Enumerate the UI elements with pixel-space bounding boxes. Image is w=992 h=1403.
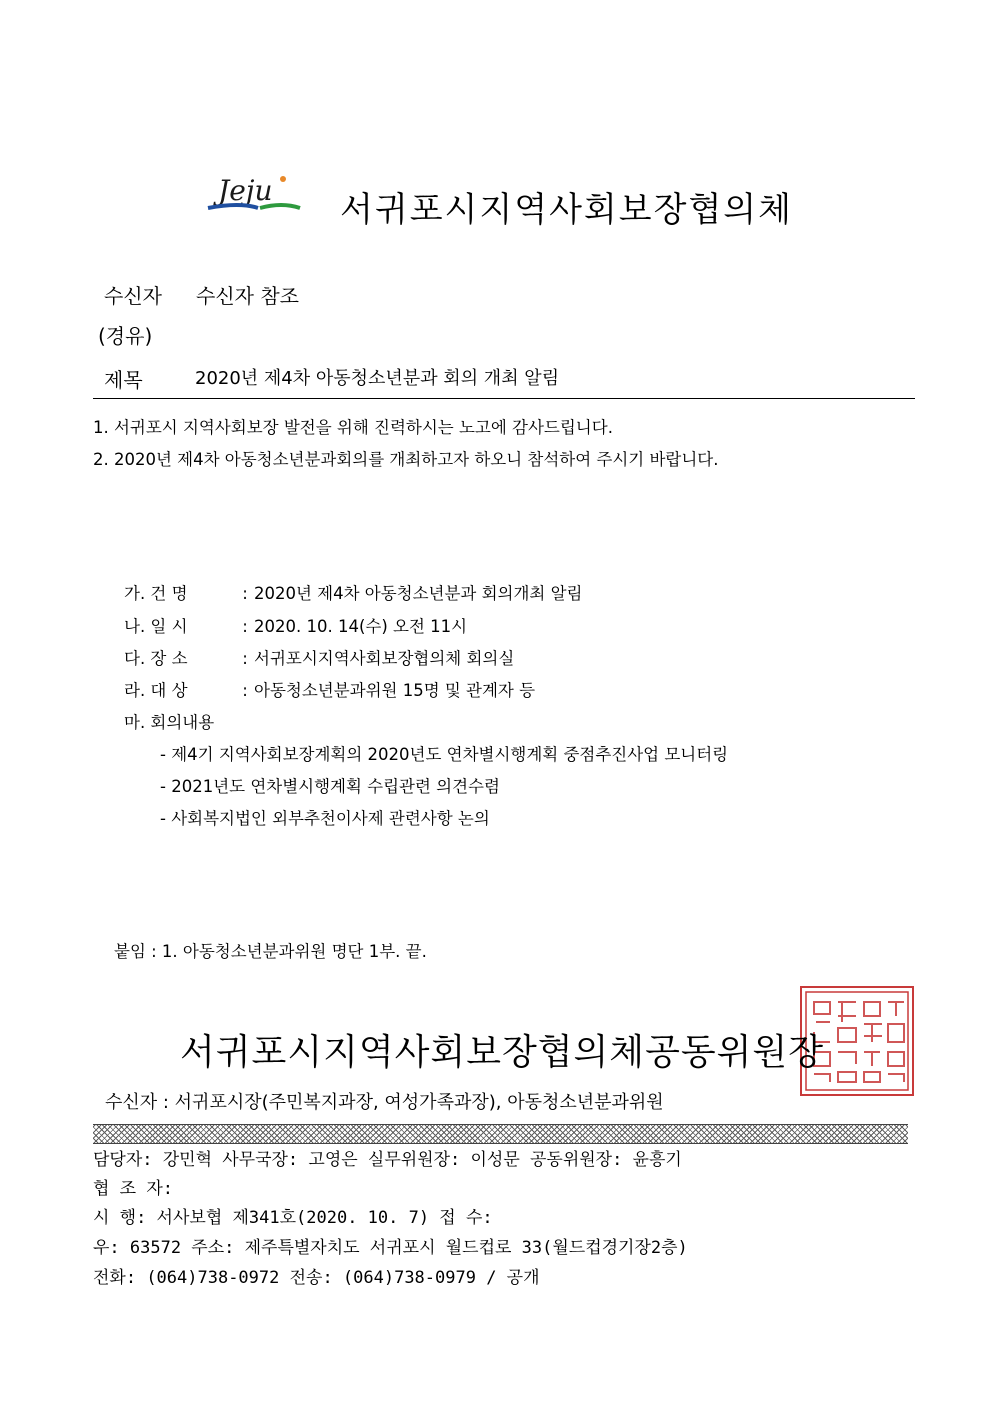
distribution-list: 수신자 : 서귀포시장(주민복지과장, 여성가족과장), 아동청소년분과위원 [105,1092,664,1113]
detail-value: 아동청소년분과위원 15명 및 관계자 등 [254,681,536,700]
agenda-label: 마. 회의내용 [124,713,215,732]
org-title: 서귀포시지역사회보장협의체 [340,190,793,230]
subject-label: 제목 [104,368,143,392]
recipient-label: 수신자 [104,284,162,308]
jeju-logo-text: Jeju [218,174,273,207]
agenda-item: - 2021년도 연차별시행계획 수립관련 의견수렴 [160,777,500,796]
detail-label: 라. 대 상 [124,681,188,700]
detail-item-title: 가. 건 명 : 2020년 제4차 아동청소년분과 회의개최 알림 [124,580,583,604]
detail-label: 다. 장 소 [124,649,188,668]
detail-label: 나. 일 시 [124,617,188,636]
subject-divider [93,398,915,399]
jeju-logo [200,170,310,220]
detail-value: 2020. 10. 14(수) 오전 11시 [254,617,468,636]
address-line: 우: 63572 주소: 제주특별자치도 서귀포시 월드컵로 33(월드컵경기장2층) [93,1238,688,1258]
cooperator-line: 협 조 자: [93,1179,173,1199]
agenda-item: - 사회복지법인 외부추천이사제 관련사항 논의 [160,809,490,828]
detail-item-datetime: 나. 일 시 : 2020. 10. 14(수) 오전 11시 [124,613,467,637]
detail-label: 가. 건 명 [124,584,188,603]
detail-item-location: 다. 장 소 : 서귀포시지역사회보장협의체 회의실 [124,645,514,669]
contact-line: 전화: (064)738-0972 전송: (064)738-0979 / 공개 [93,1268,540,1288]
paragraph-2: 2. 2020년 제4차 아동청소년분과회의를 개최하고자 하오니 참석하여 주시기 바랍니다. [93,450,719,469]
enforcement-line: 시 행: 서사보협 제341호(2020. 10. 7) 접 수: [93,1208,493,1228]
attachment-note: 붙임 : 1. 아동청소년분과위원 명단 1부. 끝. [114,942,427,961]
recipient-value: 수신자 참조 [196,284,299,308]
staff-line: 담당자: 강민혁 사무국장: 고영은 실무위원장: 이성문 공동위원장: 윤흥기 [93,1150,682,1170]
paragraph-1: 1. 서귀포시 지역사회보장 발전을 위해 진력하시는 노고에 감사드립니다. [93,418,613,437]
issuer-signature: 서귀포시지역사회보장협의체공동위원장 [180,1032,824,1073]
via-label: (경유) [98,324,153,348]
detail-value: 2020년 제4차 아동청소년분과 회의개최 알림 [254,584,583,603]
hatched-divider [93,1124,908,1144]
subject-value: 2020년 제4차 아동청소년분과 회의 개최 알림 [195,368,560,389]
detail-item-audience: 라. 대 상 : 아동청소년분과위원 15명 및 관계자 등 [124,677,535,701]
agenda-item: - 제4기 지역사회보장계획의 2020년도 연차별시행계획 중점추진사업 모니터링 [160,745,729,764]
detail-value: 서귀포시지역사회보장협의체 회의실 [254,649,515,668]
